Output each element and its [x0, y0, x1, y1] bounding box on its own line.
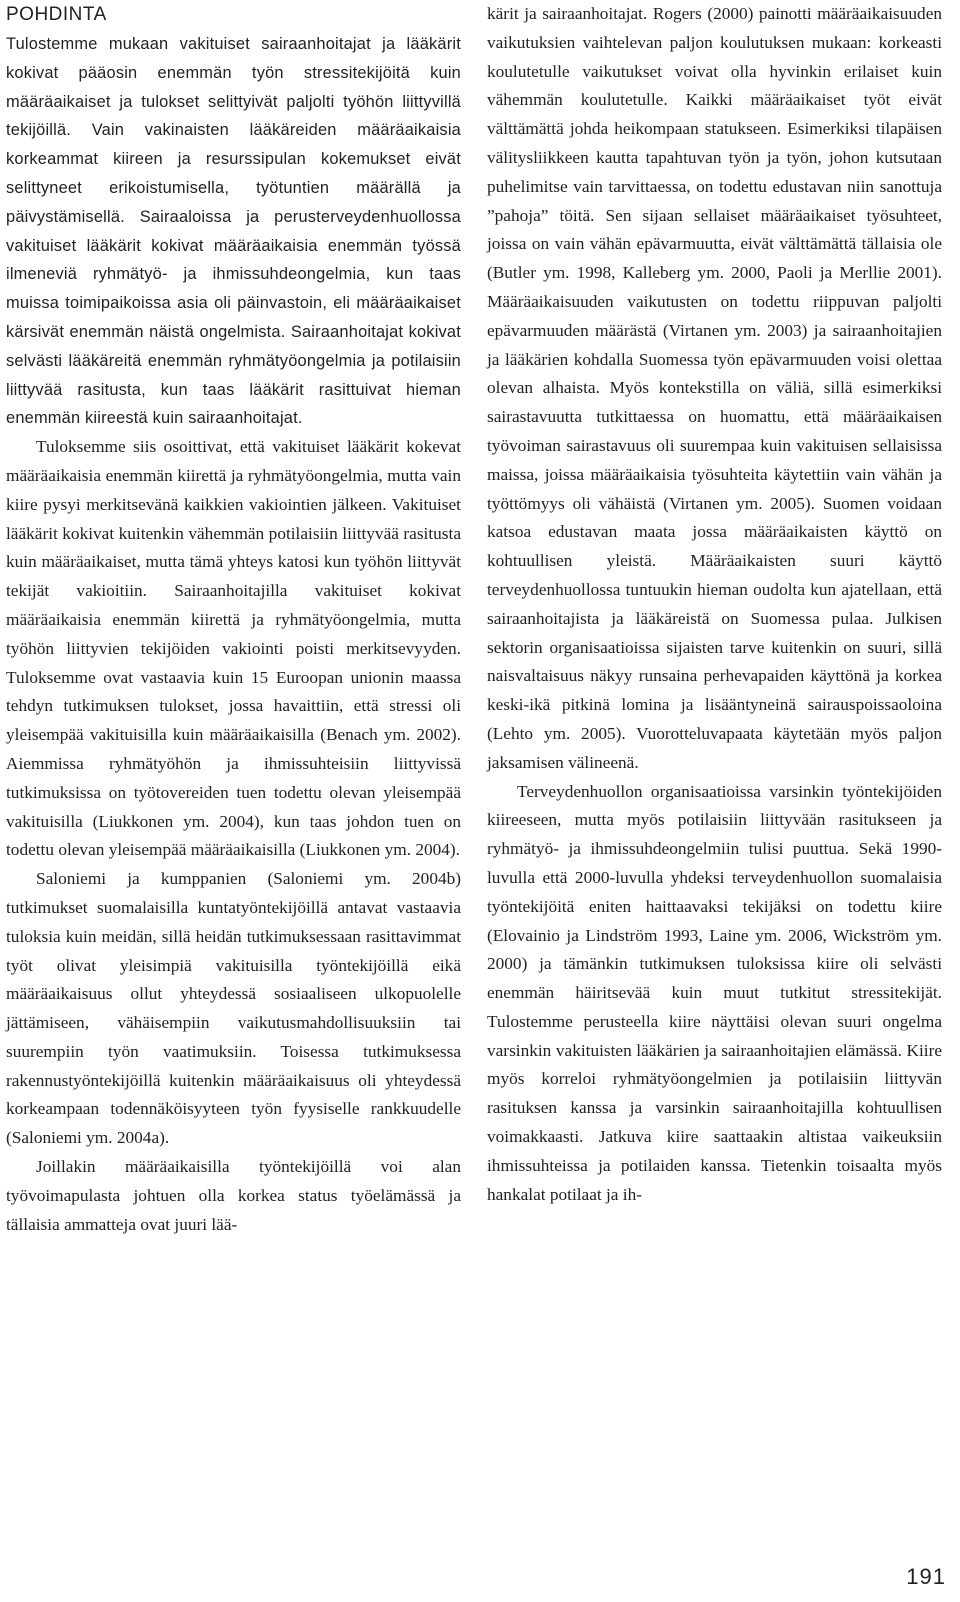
paragraph-findings: Tuloksemme siis osoittivat, että vakituiset lääkärit kokevat määräaikaisia enemmän kiirettä ja ryhmätyöongelmia, mutta vain kiire pysyi merkitsevänä kaikkien vakiointien jälkeen. Vakituiset lääkärit kokivat kuitenkin vähemmän potilaisiin liittyvää rasitusta kuin määräaikaiset, mutta tämä yhteys katosi kun työhön liittyvät tekijät vakioitiin. Sairaanhoitajilla vakituiset kokivat määräaikaisia enemmän kiirettä ja ryhmätyöongelmia, mutta työhön liittyvien tekijöiden vakiointi poisti merkitsevyyden. Tuloksemme ovat vastaavia kuin 15 Euroopan unionin maassa tehdyn tutkimuksen tulokset, jossa havaittiin, että stressi oli yleisempää vakituisilla kuin määräaikaisilla (Benach ym. 2002). Aiemmissa ryhmätyöhön ja ihmissuhteisiin liittyvissä tutkimuksissa on työtovereiden tuen todettu olevan yleisempää vakituisilla (Liukkonen ym. 2004), kun taas johdon tuen on todettu olevan yleisempää määräaikaisilla (Liukkonen ym. 2004). — [6, 437, 461, 860]
section-heading: POHDINTA — [6, 4, 107, 25]
paragraph-temporary-work: kärit ja sairaanhoitajat. Rogers (2000) painotti määräaikaisuuden vaikutuksien vaihtelevan paljon koulutuksen mukaan: korkeasti koulutetulle vaikutukset voivat olla hyvinkin erilaiset kuin vähemmän koulutetulle. Kaikki määräaikaiset työt eivät välttämättä johda heikompaan statukseen. Esimerkiksi tilapäisen välitysliikkeen kautta tapahtuvan työn ja työn, johon kutsutaan puhelimitse vain tarvittaessa, on todettu edustavan niin sanottuja ”pahoja” töitä. Sen sijaan sellaiset määräaikaiset työsuhteet, joissa on vain vähän epävarmuutta, eivät välttämättä tällaisia ole (Butler ym. 1998, Kalleberg ym. 2000, Paoli ja Merllie 2001). Määräaikaisuuden vaikutusten on todettu riippuvan paljolti epävarmuuden määrästä (Virtanen ym. 2003) ja sairaanhoitajien ja lääkärien kohdalla Suomessa työn epävarmuuden voisi olettaa olevan alhaista. Myös kontekstilla on väliä, sillä esimerkiksi sairastavuutta tutkittaessa on huomattu, että määräaikaisen työvoiman sairastavuus oli suurempaa kuin vakituisen sellaisissa maissa, joissa määräaikaisia työsuhteita käytettiin vain vähän ja työttömyys oli vähäistä (Virtanen ym. 2005). Suomen voidaan katsoa edustavan maata jossa määräaikaisten käyttö on kohtuullisen yleistä. Määräaikaisten suuri käyttö terveydenhuollossa tuntuukin hieman oudolta kun ajatellaan, että sairaanhoitajista ja lääkäreistä on Suomessa pulaa. Julkisen sektorin organisaatioissa sijaisten tarve kuitenkin on suuri, sillä naisvaltaisuus näkyy runsaina perhevapaiden käyttönä ja korkea keski-ikä pitkinä lomina ja lisääntyneinä sairauspoissaoloina (Lehto ym. 2005). Vuorotteluvapaata käytetään myös paljon jaksamisen välineenä. — [487, 4, 942, 772]
right-column — [487, 0, 942, 1209]
paragraph-saloniemi: Saloniemi ja kumppanien (Saloniemi ym. 2004b) tutkimukset suomalaisilla kuntatyöntekijöillä antavat vastaavia tuloksia kuin meidän, sillä heidän tutkimuksessaan rasittavimmat työt olivat yleisimpiä vakituisilla työntekijöillä eikä määräaikaisuus ollut yhteydessä sosiaaliseen ulkopuolelle jättämiseen, vähäisempiin vaikutusmahdollisuuksiin tai suurempiin työn vaatimuksiin. Toisessa tutkimuksessa rakennustyöntekijöillä kuitenkin määräaikaisuus oli yhteydessä korkeampaan todennäköisyyteen työn fyysiselle rankkuudelle (Saloniemi ym. 2004a). — [6, 869, 461, 1148]
paragraph-healthcare-organizations: Terveydenhuollon organisaatioissa varsinkin työntekijöiden kiireeseen, mutta myös potilaisiin liittyvään rasitukseen ja ryhmätyö- ja ihmissuhdeongelmiin tulisi puuttua. Sekä 1990-luvulla että 2000-luvulla yhdeksi terveydenhuollon suomalaisia työntekijöitä eniten haittaavaksi tekijäksi on todettu kiire (Elovainio ja Lindström 1993, Laine ym. 2006, Wickström ym. 2000) ja tämänkin tutkimuksen tuloksissa kiire oli selvästi enemmän häiritsevää kuin muut tutkitut stressitekijät. Tulostemme perusteella kiire näyttäisi olevan suuri ongelma varsinkin vakituisten lääkärien ja sairaanhoitajien elämässä. Kiire myös korreloi ryhmätyöongelmien ja potilaisiin liittyvän rasituksen kanssa ja varsinkin sairaanhoitajilla kohtuullisen voimakkaasti. Jatkuva kiire saattaakin altistaa vaikeuksiin ihmissuhteissa ja potilaiden kanssa. Tietenkin toisaalta myös hankalat potilaat ja ih- — [487, 781, 942, 1204]
left-column — [6, 0, 461, 1239]
paragraph-status: Joillakin määräaikaisilla työntekijöillä voi alan työvoimapulasta johtuen olla korkea status työelämässä ja tällaisia ammatteja ovat juuri lää- — [6, 1157, 461, 1234]
page-number: 191 — [906, 1564, 946, 1589]
paragraph-results-summary: Tulostemme mukaan vakituiset sairaanhoitajat ja lääkärit kokivat pääosin enemmän työn stressitekijöitä kuin määräaikaiset ja tulokset selittyivät paljolti työhön liittyvillä tekijöillä. Vain vakinaisten lääkäreiden määräaikaisia korkeammat kiireen ja resurssipulan kokemukset eivät selittyneet erikoistumisella, työtuntien määrällä ja päivystämisellä. Sairaaloissa ja perusterveydenhuollossa vakituiset lääkärit kokivat määräaikaisia enemmän työssä ilmeneviä ryhmätyö- ja ihmissuhdeongelmia, kun taas muissa toimipaikoissa asia oli päinvastoin, eli määräaikaiset kärsivät enemmän näistä ongelmista. Sairaanhoitajat kokivat selvästi lääkäreitä enemmän ryhmätyöongelmia ja potilaisiin liittyvää rasitusta, kun taas lääkärit rasittuivat hieman enemmän kiireestä kuin sairaanhoitajat. — [6, 35, 461, 428]
